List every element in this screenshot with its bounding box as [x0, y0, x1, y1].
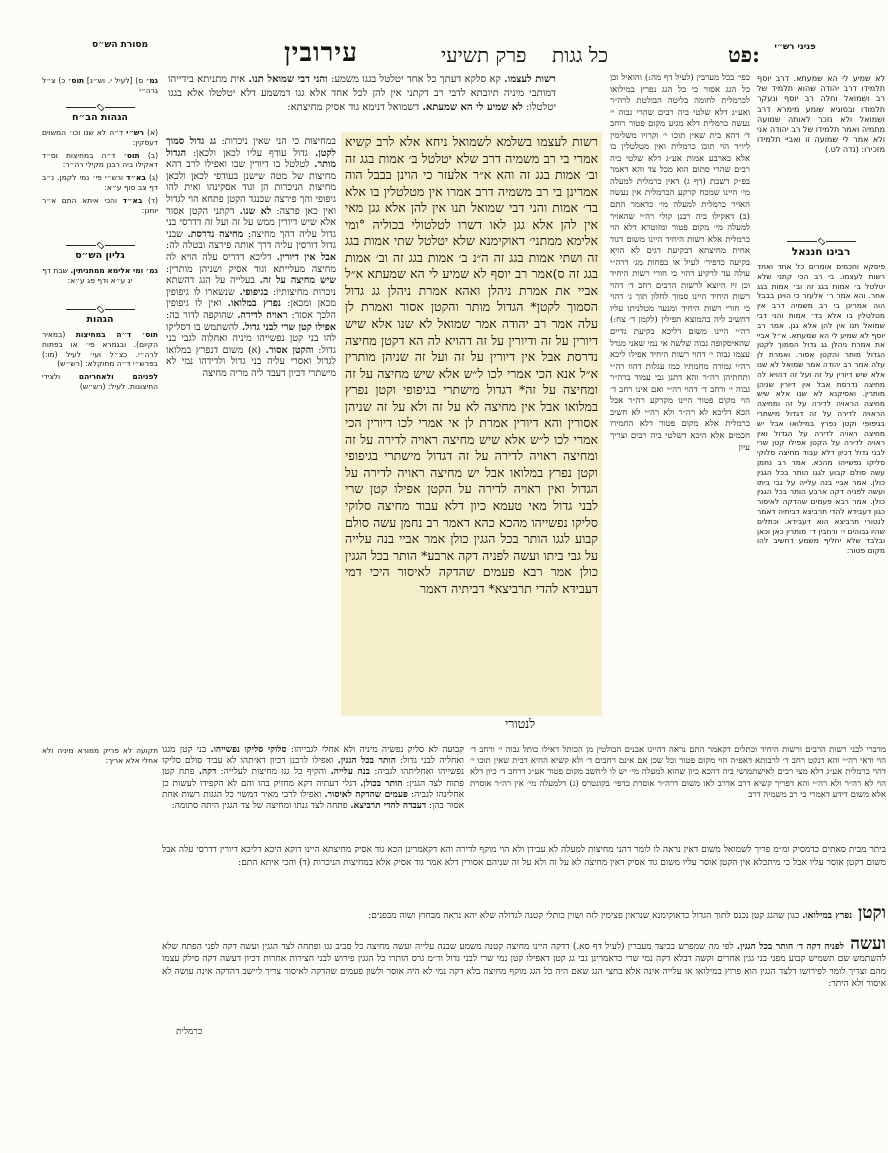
divider-ornament: [55, 306, 145, 313]
hagahot-item: לפניהם ולאחריהם ולצידי החיצונות. לעיל: (רש״ש): [42, 372, 158, 391]
bach-item: (ג) בא״ד ורש״י פי׳ נמי לקמן. נ״ב דף צב סוף ע״א:: [42, 173, 158, 192]
tosafot-full-width: ביתר מבית סאתים כדמסיק ומ״מ פריך לשמואל משום דאין נראה לו לומר דהני מחיצות למעלה לא עבידן ולא הוי מוקף לדירה והא דקאמרינן הכא גוד אסיק מחיצתא היינו דוקא היכא דליכא דיורין דדרסי עלה אבל משום דקטן אוסר עליו אבל כי מיתכלא אין הקטן אוסר עליו משום גוד אסיק דאין מחיצה לא על זה ולא על זה שניהם אסורין דלא אמר גוד אסיק אלא במחיצות הניכרות (ד) והכי איתא התם:: [162, 845, 886, 869]
margin-note: תקועה לא פריק ממורא מיניה ולא אחלי אלא אריך:: [42, 746, 158, 765]
hagahot-habach-title: הגהות הב״ח: [72, 112, 128, 123]
dibur-text: נפרץ במילואו. כגון שהגג קטן נכנס לתוך הגדול כדאוקימנא שנראין פצימין לזה ושוין כותלי קטנה לגדולה שלא יהא נראה מבחוץ ושוה מבפנים:: [368, 911, 853, 921]
dibur-opening-word: ועשה: [850, 936, 886, 954]
rabbeinu-chananel-text: פיסקא וחכמים אומרים כל אחד ואחד רשות לעצמו. בי רב הכי קתני שלא יטלטל ב׳ אמות בגג זה וב׳ אמות בגג אחר. והא אמר ר׳ אלעזר כי הוינן בבבל הוה אמרינן בי רב משמיה דרב אין מטלטלין בו אלא בד׳ אמות והני דבי שמואל תנו אין להן אלא גגן. אמר רב יוסף לא שמיע לי הא שמעתא. א״ל אביי את אמרת ניהלן גג גדול הסמוך לקטן הגדול מותר והקטן אסור. ואמרת לן עלה אמר רב יהודה אמר שמואל לא שנו אלא שיש דיורין על זה ועל זה דהויא לה מחיצה נדרסת אבל אין דיורין שניהן מותרין. ואסיקנא לא שנו אלא שיש מחיצה הראויה לדירה על זה ומחיצה הראויה לדירה על זה דגדול מישתרי בגיפופי וקטן נפרץ במילואו אבל יש מחיצה ראויה לדירה על הגדול ואין ראויה לדירה על הקטן אפילו קטן שרי לבני גדול דכיון דלא עבוד מחיצה סלוקי סליקו נפשייהו מהכא. אמר רב נחמן עשה סולם קבוע לגגו הותר בכל הגגין כולן. אמר אביי בנה עלייה על גבי ביתו ועשה לפניה דקה ארבע הותר בכל הגגין כולן. אמר רבא פעמים שהדקה לאיסור כגון דעבידא להדי תרביצא דביתיה דאמר לנטורי תרביצא הוא דעבידא. וכתלים שהיו גבוהים י׳ ורחבין ד׳ מותרין כאן וכאן ובלבד שלא יחליף משמע דחשיב להו מקום פטור:: [757, 262, 885, 556]
gilyon-hashas-title: גליון הש״ס: [75, 250, 125, 261]
gilyon-hashas-text: גמ׳ ומי אלימא ממתניתין. שבת דף יג ע״א ודף פג ע״א:: [42, 266, 158, 285]
divider-ornament: [55, 104, 145, 111]
rashi-top-block: רשות לעצמו. קא סלקא דעתך כל אחד יטלטל בגגו משמע: והני דבי שמואל תנו. אית מתניתא בידייהו דמותבי מיניה תיובתא לדבי רב דקתני אין להן לכל אחד אלא גגו דמשמע דלא יטלטלו אלא בגגו יטלטלו: לא שמיע לי הא שמעתא. דשמואל דנימא גוד אסיק מחיצתא:: [168, 74, 556, 113]
bach-item: (א) רש״י ד״ה לא שנו וכו׳ המשוים דעסקין:: [42, 128, 158, 147]
dibur-text: לפניה דקה ד׳ הותר בכל הגגין. לפי מה שמפרש בכיצד מעברין (לעיל דף סא.) דדקה היינו מחיצה קטנה משמע שבנה עלייה ועשה מחיצה כל סביב גגו ופתחה לצד הגגין ועשה דקה לפני הפתח שלא להשתמש שם תשמיש קבוע מפני בני גגין אחרים וקשה דבלא דקה נמי שרי כדאמרינן גבי גג קטן דאפילו קטן נמי שרי לבני גדול ור״מ גרס הותרו כל הגגין פירוש לבני חצירות אחרות דכיון דעשה דקה סילק עצמו מהם וצריך לומר לפירושו דלצד הגגין הוא פרוץ במילואו או עלייה אינה אלא בחצי הגג שאם היה כל הגג מוקף מחיצה בלא דקה נמי לא היה אוסר ולשון פעמים שהדקה לאיסור צריך ליישב דהדקה אינה עושה לא איסור ולא היתר:: [162, 942, 886, 989]
tosafot-dibur-veasa: [162, 936, 886, 1022]
bach-item: (ד) בא״ד והכי איתא התם א״ר יוחנן:: [42, 195, 158, 215]
divider-ornament: [775, 238, 867, 245]
hagahot-habach-items: [42, 128, 158, 238]
hagahot-title: הגהות: [86, 314, 114, 325]
rabbeinu-chananel-title: רבינו חננאל: [791, 246, 851, 258]
chapter-name: כל גגות: [552, 43, 609, 67]
perek-number: פרק תשיעי: [441, 43, 527, 67]
masechet-title: עירובין: [284, 38, 358, 68]
gemara-text: רשות לעצמו בשלמא לשמואל ניחא אלא לרב קשיא אמרי בי רב משמיה דרב שלא יטלטל ב׳ אמות בגג זה וב׳ אמות בגג זה והא א״ר אלעזר כי הוינן בבבל הוה אמרינן בי רב משמיה דרב אמרו אין מטלטלין בו אלא בד׳ אמות והני דבי שמואל תנו אין להן אלא גגן מאי אין להן אלא גגן לאו דשרו לטלטולי בכוליה °ומי אלימא ממתני׳ דאוקימנא שלא יטלטל שתי אמות בגג זה ושתי אמות בגג זה ה״נ ב׳ אמות בגג זה וב׳ אמות בגג זה ס)אמר רב יוסף לא שמיע לי הא שמעתא א״ל אביי את אמרת ניהלן ואהא אמרת ניהלן גג גדול הסמוך לקטן* הגדול מותר והקטן אסור ואמרת לן עלה אמר רב יהודה אמר שמואל לא שנו אלא שיש דיורין על זה ודיורין על זה דהויא לה הא דקטן מחיצה נדרסת אבל אין דיורין על זה ועל זה שניהן מותרין א״ל אנא הכי אמרי לכו ל״ש אלא שיש מחיצה על זה ומחיצה על זה* דגדול מישתרי בגיפופי וקטן נפרץ במלואו אבל אין מחיצה לא על זה ולא על זה שניהן אסורין והא דיורין אמרת לן אי אמרי לכו דיורין הכי אמרי לכו ל״ש אלא שיש מחיצה ראויה לדירה על זה ומחיצה ראויה לדירה על זה דגדול מישתרי בגיפופי וקטן נפרץ במלואו אבל יש מחיצה ראויה לדירה על הגדול ואין ראויה לדירה על הקטן אפילו קטן שרי לבני גדול מאי טעמא כיון דלא עבוד מחיצה סלוקי סליקו נפשייהו מהכא כהא דאמר רב נחמן עשה סולם קבוע לגגו הותר בכל הגגין כולן אמר אביי בנה עלייה על גבי ביתו ועשה לפניה דקה ארבע* הותר בכל הגגין כולן אמר רבא פעמים שהדקה לאיסור היכי דמי דעבידא להדי תרביצא* דביתיה דאמר: [341, 132, 602, 716]
tosafot-mid-block: מדברי לבני רשות הרבים ורשות היחיד וכתלים דקאמר התם נראה דהיינו אבנים הבולטין מן הכותל דאילו כותל גבוה י׳ ורחב ד׳ הוי ודאי רה״י והא דנקט רחב ד׳ לרבותא דאפ״ה הוי מקום פטור וכל שכן אם אינם רחבים ד׳ ולא קשיא ההיא דבית שאין תוכו י׳ דהוי כרמלית אע״ג דלא מצי רבים לאישתמושי ביה דהכא כיון שהוא למעלה מי׳ יש לו ליחשב מקום פטור אע״ג דרחב ד׳ כיון דלא הוי לא רה״ר ולא רה״י והא דפריך קשיא דרב אדרב לאו משום דרה״ר אוסרת כדפי׳ בקונטרס (ג) דלמעלה מי׳ אין רה״ר אוסרת אלא משום דידע דאמרי בי רב משמיה דרב: [470, 745, 886, 800]
rashi-bottom-block: קבועה לא סליק נפשיה מיניה ולא אחלי לגבייהו: סלוקי סליקו נפשייהו. בני קטן מגגו ואחליה לבני גדול: הותר בכל הגגין. ואפילו לרבנן דכיון דאיתהו לא עביד סולם סליקו נפשייהו ואחליתהו לגביה: בנה עלייה. והקיף כל גגו מחיצות לעלייה: דקה. פתח קטן פתוח לצד הגגין: הותר בכולן. דגלי דעתיה דקא מחזיק בהו והם לא הקפידו לעשות כן אחלינהו לגביה: פעמים שהדקה לאיסור. ואפילו לרבי מאיר דמשוי כל הגגות רשות אחת אסור בהן: דעבדה להדי תרביצא. פתחה לצד גנתו ומחיצה של צד הגגין היתה סתומה:: [162, 745, 464, 812]
page-catchword: כרמלית: [176, 1027, 203, 1037]
gemara-catchword: לנטורי: [505, 716, 536, 731]
hagahot-items: [42, 330, 158, 434]
tosafot-column: כפי׳ בכל מערבין (לעיל דף מה:) והואיל וכן כל הגג אסור כי כל הגג נפרץ במילואו לכרמלית לחומה בליטה הבולטת לרה״ר ואע״ג דלא שלטי ביה רבים שהרי גבוה י׳ נעשה כרמלית דלא מגיע מקום פטור רוחב ד׳ דהא בית שאין תוכו י׳ וקרויו משלימין ליו״ד הוי תוכו כרמלית ואין מטלטלין בו אלא בארבע אמות אע״ג דלא שלטי ביה רבים שהרי סתום הוא מכל צד והא דאמר בפ״ק דשבת (דף ג) דאין כרמלית למעלה מי׳ היינו שמכח קרקע הכרמלית אין נעשה האויר כרמלית למעלה מי׳ כדאמר התם (ב) דאקילו ביה רבנן קולי רה״י שהאויר למעלה מי׳ מקום פטור ומזוטרא דלא הוי כרמלית אלא רשות היחיד היינו משום דגוד אחית מחיצתא דבקיעת דגים לא הויא בקיעה כדפיר׳ לעיל או בפחות מג׳ דרה״י עולה עד לרקיע דהוי כי חורי רשות היחיד וכן זיז היוצא לרשות הרבים רחב ד׳ דהוי רשות היחיד היינו סמוך לחלון תוך ג׳ דהוי כי חורי רשות היחיד ומנער מטלניתו עליו דחשיב ליה בהמוצא תפילין (לקמן ד׳ צח:) רה״י היינו משום דליכא בקיעת גדיים שהאיסקופה גבוה שלשה אי נמי שאני מגדל עצמו גבוה י׳ דהוי רשות היחיד אפילו ליכא רה״י גמורה מחמתיו כמו עגלות דהוו רה״י ותחתיהן רה״ר והא דתנן גבי עמוד ברה״ר גבוה י׳ ורחב ד׳ דהוי רה״י ואם אינו רחב ד׳ הוי מקום פטור היינו מקרקע רה״ר אבל הכא דליכא לא רה״ר ולא רה״י לא חשיב כרמלית אלא מקום פטור דלא החמירו חכמים אלא היכא דשלטי ביה רבים וצריך עיון: [610, 73, 750, 453]
dibur-opening-word: וקטן: [857, 905, 886, 923]
peninei-rashi-text: לא שמיע לי הא שמעתא. דרב יוסף תלמידו דרב יהודה שהוא תלמיד של רב ושמואל וחלה רב יוסף ונעקר תלמודו ובסוגיא שומע מימרא דרב ושמואל ולא נזכר לאותה שמועה מתמיה ואמר תלמידו של רב יהודה אני ולא אמר לי שמועה זו ואביי תלמידו מזכירו: (נדה לט.): [757, 74, 885, 155]
divider-ornament: [55, 242, 145, 249]
peninei-rashi-title: פניני רש״י: [774, 42, 816, 52]
masoret-refs: גמ׳ ס) [לעיל י. וש״נ] תוס׳ כ) צ״ל גרה״י: [42, 76, 158, 95]
hagahot-item: תוס׳ ד״ה במחיצות (במאיר הקיום). ובגמרא פי׳ או בפתוח לרה״י. כצ״ל ועי׳ לעיל (מו:) בפרש״י ד״ה מחוקלא: (רש״ש): [42, 330, 158, 369]
bach-item: (ב) תוס׳ ד״ה במחיצות וס״ד דאקילו ביה רבנן מקילי רה״ר:: [42, 150, 158, 170]
rashi-column: במחיצות כי הני שאין ניכרות: גג גדול סמוך לקטן. גדול עודף עליו לכאן ולכאן: הגדול מותר. לטלטל בו דיורין שבו ואפילו לרב דהא מחיצות של מטה שישנן בעודפי לכאן ולכאן מחיצות הניכרות הן וגוד אסקינהו ואית להו גיפופי והך פירצה שכנגד הקטן פתחא הוי לגדול ואין כאן פרצה: לא שנו. דקתני הקטן אסור אלא שיש דיורין ממש על זה ועל זה דדרסי בני גדול עליה דהך מחיצה: מחיצה נדרסת. שבני גדול דורסין עליה דרך אותה פירצה ובטלה לה: אבל אין דיורין. דליכא דדריס עלה הויא לה מחיצה מעלייתא וגוד אסיק ושניהן מותרין: שיש מחיצה על זה. בעלייה על הגג דהשתא ניכרות מחיצותיו: בגיפופי. שנשארו לו גיפופין מכאן ומכאן: נפרץ במלואו. ואין לו גיפופין הלכך אסור: ראויה לדירה. שהוקפה לדור בה: אפילו קטן שרי לבני גדול. להשתמש בו דסליקו להו בני קטן נפשייהו מיניה ואחלוה לגבי בני גדול: והקטן אסור. (א) משום דנפרץ במלואו לגדול ואסרי עליה בני גדול ולדידהו נמי לא מישתרי דכיון דעבד ליה מריה מחיצה: [166, 136, 336, 379]
masoret-hashas-title: מסורת הש״ס: [92, 40, 148, 50]
tosafot-dibur-vekatan: [162, 905, 886, 933]
page-daf-number: פט:: [728, 42, 760, 67]
